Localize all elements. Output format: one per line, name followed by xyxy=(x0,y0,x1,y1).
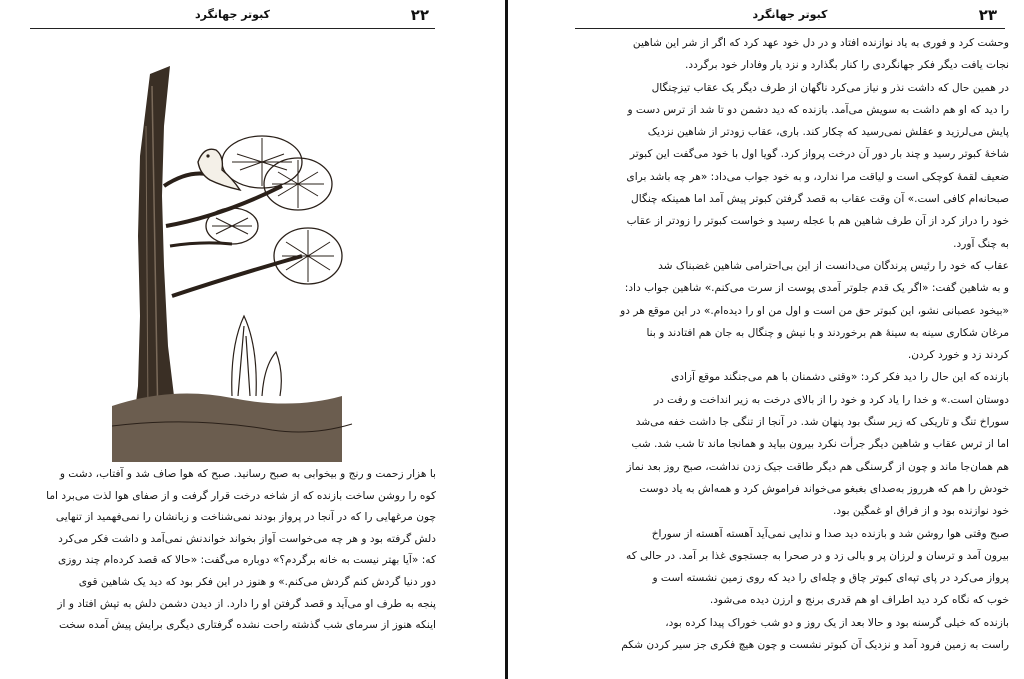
text-line: مرغان شکاری سینه به سینهٔ هم برخوردند و با نیش و چنگال به جان هم افتادند و بنا xyxy=(646,326,1009,339)
text-line: بازنده که خیلی گرسنه بود و حالا بعد از یک روز و دو شب خوراک پیدا کرده بود، xyxy=(665,616,1009,629)
text-line: بازنده که این حال را دید فکر کرد: «وقتی دشمنان با هم می‌جنگند موقع آزادی xyxy=(670,371,1009,384)
text-line: چون مرغهایی را که در آنجا در پرواز بودند نمی‌شناخت و زبانشان را نمی‌فهمید از تنهایی xyxy=(55,511,436,524)
running-title: کبوتر جهانگرد xyxy=(752,8,828,21)
text-line: عقاب که خود را رئیس پرندگان می‌دانست از این بی‌احترامی شاهین غضبناک شد xyxy=(658,259,1009,272)
text-line: شاخهٔ کبوتر رسید و چند بار دور آن درخت پرواز کرد. گویا اول با خود می‌گفت این کبوتر xyxy=(629,148,1009,161)
text-line: پرواز می‌کرد در پای تپه‌ای کبوتر چاق و چله‌ای را دید که روی زمین نشسته است و xyxy=(652,572,1009,585)
text-line: صبحانه‌ام کافی است.» آن وقت عقاب به قصد گرفتن کبوتر پیش آمد اما همینکه چنگال xyxy=(631,193,1009,206)
text-line: که: «آیا بهتر نیست به خانه برگردم؟» دوباره می‌گفت: «حالا که قصد کرده‌ام چند روزی xyxy=(58,554,436,567)
text-line: در همین حال که داشت نذر و نیاز می‌کرد ناگهان از طرف دیگر یک عقاب تیزچنگال xyxy=(651,81,1009,94)
text-line: اما از ترس عقاب و شاهین دیگر جرأت نکرد بیرون بیاید و همانجا ماند تا شب شد. شب xyxy=(631,438,1009,451)
left-page xyxy=(0,0,455,679)
text-line: را دید که او هم داشت به سویش می‌آمد. بازنده که دید دشمن دو تا شد از ترس دست و xyxy=(627,103,1009,116)
text-line: نجات یافت دیگر فکر جهانگردی را کنار بگذارد و نزد یار وفادار خود برگردد. xyxy=(685,59,1009,72)
text-line: پنجه به طرف او می‌آید و قصد گرفتن او را دارد. از دیدن دشمن دلش به تپش افتاد و از xyxy=(57,597,436,610)
book-spine xyxy=(505,0,508,679)
text-line: کوه را روشن ساخت بازنده که از شاخه درخت قرار گرفت و از صفای هوا لذت می‌برد اما xyxy=(46,489,436,502)
text-line: با هزار زحمت و رنج و بیخوابی به صبح رسانید. صبح که هوا صاف شد و آفتاب، دشت و xyxy=(59,468,436,480)
text-line: هم همان‌جا ماند و چون از گرسنگی هم دیگر طاقت جیک زدن نداشت، صبح روز بعد نماز xyxy=(626,460,1009,473)
right-page-header xyxy=(575,6,1005,29)
text-line: خوب که نگاه کرد دید اطراف او هم قدری برنج و ارزن دیده می‌شود. xyxy=(709,594,1009,607)
text-line: دلش گرفته بود و هر چه می‌خواست آواز بخواند خواندنش نمی‌آمد و داشت فکر می‌کرد xyxy=(58,532,436,545)
text-line: ضعیف لقمهٔ کوچکی است و لیاقت مرا ندارد، و به خود جواب می‌داد: «هر چه باشد برای xyxy=(626,170,1009,183)
page-number: ۲۲ xyxy=(410,6,429,24)
running-title: کبوتر جهانگرد xyxy=(195,8,270,21)
text-line: سوراخ تنگ و تاریکی که زیر سنگ بود پنهان شد. در آنجا از تنگی جا داشت خفه می‌شد xyxy=(635,416,1009,429)
text-line: پایش می‌لرزید و عقلش نمی‌رسید که چکار کند. باری، عقاب زودتر از شاهین نزدیک xyxy=(647,126,1009,139)
left-page-header xyxy=(30,6,435,29)
text-line: «بیخود عصبانی نشو، این کبوتر حق من است و اول من او را دیده‌ام.» در این موقع هر دو xyxy=(620,304,1009,317)
text-line: بیرون آمد و ترسان و لرزان پر و بالی زد و در صحرا به جستجوی غذا بر آمد. در حالی که xyxy=(626,549,1009,562)
right-page-body xyxy=(579,32,1009,656)
text-line: دور دنیا گردش کنم گردش می‌کنم.» و هنوز در این فکر بود که دید یک شاهین قوی xyxy=(78,575,436,588)
left-page-body xyxy=(36,464,436,637)
text-line: وحشت کرد و فوری به یاد نوازنده افتاد و در دل خود عهد کرد که اگر از شر این شاهین xyxy=(632,37,1009,49)
text-line: دوستان است.» و خدا را یاد کرد و خود را از بالای درخت به زیر انداخت و رفت در xyxy=(653,393,1009,406)
text-line: کردند زد و خورد کردن. xyxy=(907,349,1009,362)
text-line: و به شاهین گفت: «اگر یک قدم جلوتر آمدی پوست از سرت می‌کنم.» شاهین جواب داد: xyxy=(624,282,1009,295)
right-page xyxy=(527,0,1024,679)
text-line: به چنگ آورد. xyxy=(953,237,1009,250)
page-number: ۲۳ xyxy=(978,6,997,24)
text-line: اینکه هنوز از سرمای شب گذشته راحت نشده گرفتاری دیگری برایش پیش آمده سخت xyxy=(58,619,436,632)
text-line: خود را دراز کرد از آن طرف شاهین هم با عجله رسید و خواست کبوتر را زودتر از عقاب xyxy=(626,215,1009,228)
text-line: خودش را هم که هرروز به‌صدای بغبغو می‌خواند فراموش کرد و همه‌اش به یاد دوست xyxy=(639,482,1009,495)
text-line: خود نوازنده بود و از فراق او غمگین بود. xyxy=(833,505,1009,518)
tree-dove-illustration xyxy=(112,66,372,462)
text-line: صبح وقتی هوا روشن شد و بازنده دید صدا و ندایی نمی‌آید آهسته آهسته از سوراخ xyxy=(651,527,1009,540)
text-line: راست به زمین فرود آمد و نزدیک آن کبوتر نشست و چون هیچ فکری جز سیر کردن شکم xyxy=(621,639,1009,652)
